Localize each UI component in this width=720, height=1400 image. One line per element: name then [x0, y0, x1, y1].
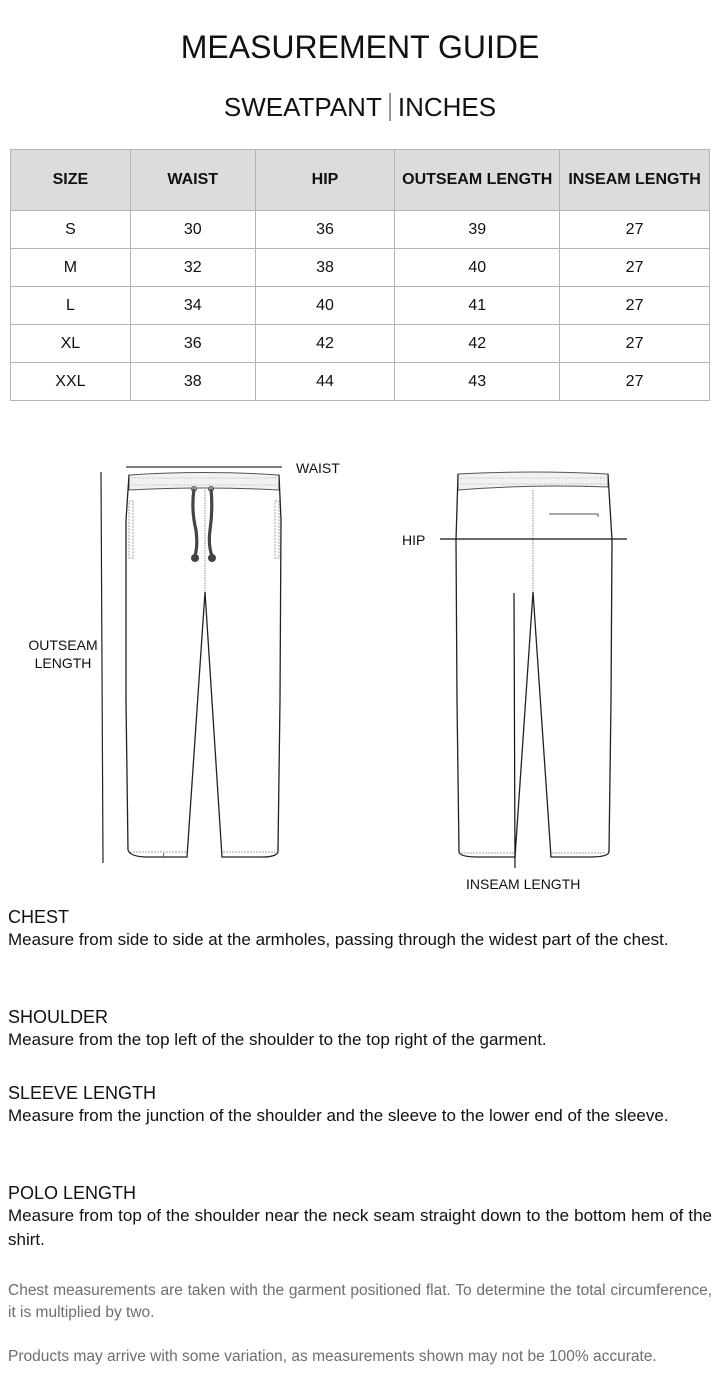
cell-inseam: 27 [560, 249, 710, 287]
instruction-sleeve-length [8, 1082, 712, 1128]
instruction-heading: POLO LENGTH [8, 1183, 137, 1203]
table-row [11, 363, 710, 401]
cell-outseam: 40 [395, 249, 560, 287]
column-header-size: SIZE [11, 150, 131, 211]
instruction-text: Measure from the top left of the shoulder to the top right of the garment. [8, 1030, 547, 1049]
cell-waist: 32 [130, 249, 255, 287]
instruction-heading: SHOULDER [8, 1007, 109, 1027]
cell-hip: 36 [255, 211, 395, 249]
cell-size: S [11, 211, 131, 249]
measurement-diagram [0, 440, 720, 900]
table-row [11, 325, 710, 363]
cell-waist: 34 [130, 287, 255, 325]
cell-outseam: 41 [395, 287, 560, 325]
page-subtitle [0, 91, 720, 123]
cell-hip: 40 [255, 287, 395, 325]
table-header-row [11, 150, 710, 211]
back-pants-illustration [440, 472, 627, 868]
size-chart-table [10, 149, 710, 401]
cell-size: XL [11, 325, 131, 363]
front-pants-illustration [101, 467, 282, 863]
cell-size: XXL [11, 363, 131, 401]
note-chest-flat: Chest measurements are taken with the garment positioned flat. To determine the total circumference, it is multiplied by two. [8, 1282, 712, 1321]
label-waist: WAIST [296, 460, 340, 476]
cell-inseam: 27 [560, 211, 710, 249]
table-row [11, 287, 710, 325]
instruction-heading: CHEST [8, 907, 70, 927]
instruction-text: Measure from the junction of the shoulder and the sleeve to the lower end of the sleeve. [8, 1106, 669, 1125]
label-hip: HIP [402, 532, 426, 548]
cell-size: L [11, 287, 131, 325]
column-header-hip: HIP [255, 150, 395, 211]
cell-outseam: 42 [395, 325, 560, 363]
note-variation-disclaimer: Products may arrive with some variation, as measurements shown may not be 100% accurate. [8, 1348, 657, 1365]
cell-inseam: 27 [560, 363, 710, 401]
cell-hip: 42 [255, 325, 395, 363]
instruction-polo-length [8, 1182, 712, 1252]
label-outseam-line2: LENGTH [34, 655, 92, 671]
subtitle-divider [389, 93, 391, 121]
instruction-chest [8, 906, 712, 952]
cell-hip: 44 [255, 363, 395, 401]
column-header-waist: WAIST [130, 150, 255, 211]
instruction-heading: SLEEVE LENGTH [8, 1083, 157, 1103]
cell-outseam: 39 [395, 211, 560, 249]
label-outseam-line1: OUTSEAM [28, 637, 98, 653]
instruction-shoulder [8, 1006, 712, 1052]
column-header-outseam: OUTSEAM LENGTH [395, 150, 560, 211]
page-title: MEASUREMENT GUIDE [180, 29, 540, 65]
instruction-text: Measure from top of the shoulder near the neck seam straight down to the bottom hem of the shirt. [8, 1206, 712, 1249]
cell-waist: 30 [130, 211, 255, 249]
cell-inseam: 27 [560, 325, 710, 363]
table-row [11, 249, 710, 287]
instruction-text: Measure from side to side at the armholes, passing through the widest part of the chest. [8, 930, 669, 949]
table-row [11, 211, 710, 249]
product-type: SWEATPANT [223, 92, 382, 122]
cell-waist: 36 [130, 325, 255, 363]
cell-hip: 38 [255, 249, 395, 287]
cell-size: M [11, 249, 131, 287]
unit-label: INCHES [397, 92, 497, 122]
cell-waist: 38 [130, 363, 255, 401]
cell-inseam: 27 [560, 287, 710, 325]
cell-outseam: 43 [395, 363, 560, 401]
label-inseam: INSEAM LENGTH [466, 876, 581, 892]
column-header-inseam: INSEAM LENGTH [560, 150, 710, 211]
label-outseam [22, 636, 104, 672]
